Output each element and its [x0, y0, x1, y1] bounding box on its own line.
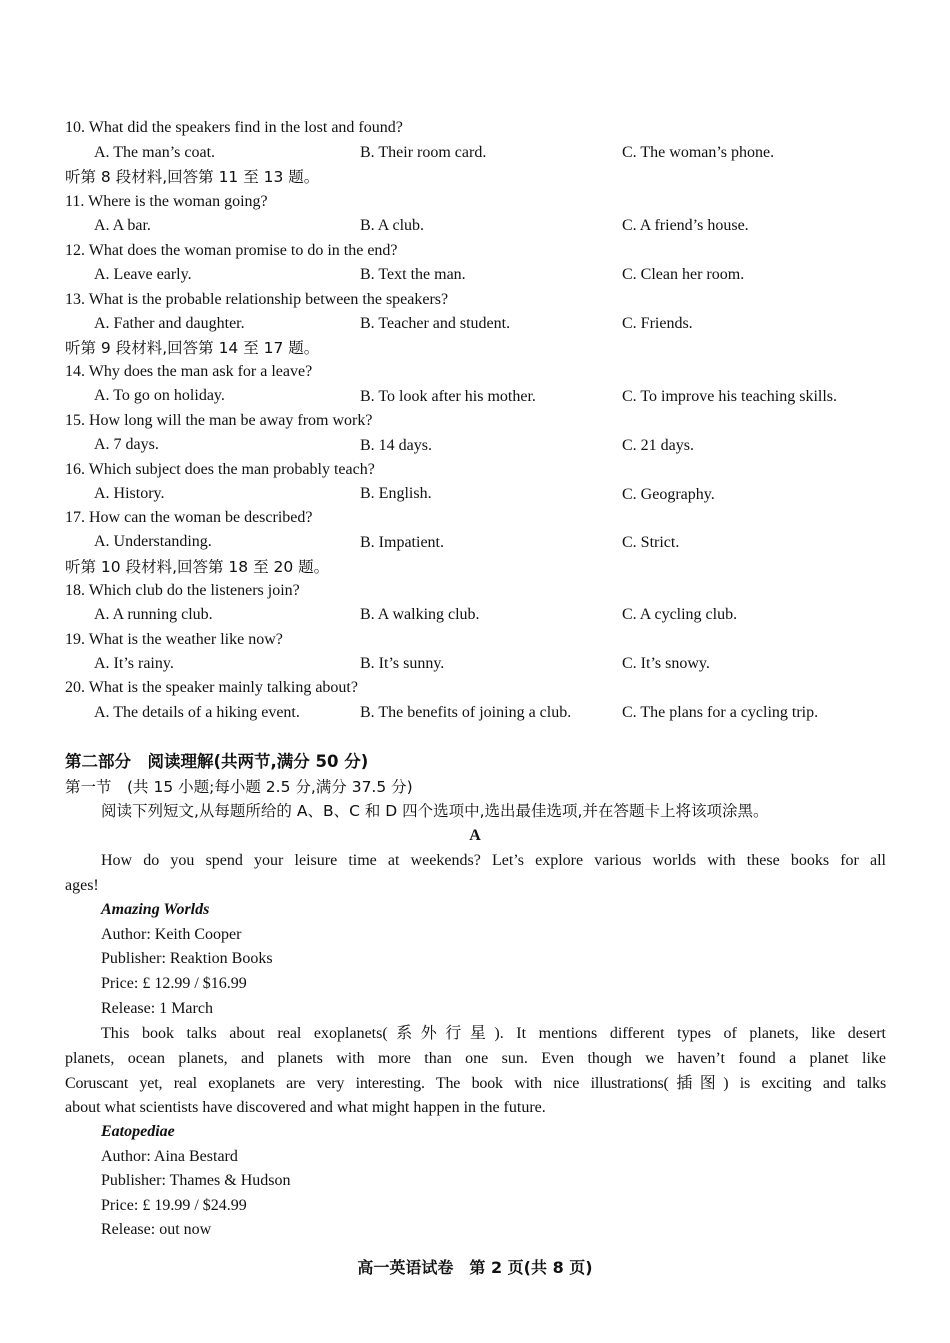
- book-1-description-line-1: This book talks about real exoplanets(系外行星). It mentions different types of planets, like desert: [101, 1025, 886, 1042]
- reading-instruction: 阅读下列短文,从每题所给的 A、B、C 和 D 四个选项中,选出最佳选项,并在答题卡上将该项涂黑。: [101, 802, 769, 820]
- question-20-option-c: C. The plans for a cycling trip.: [622, 704, 819, 721]
- question-10-stem: 10. What did the speakers find in the lost and found?: [65, 119, 403, 136]
- material-8-instruction: 听第 8 段材料,回答第 11 至 13 题。: [65, 168, 320, 186]
- question-16-option-a: A. History.: [94, 485, 165, 502]
- book-1-description-line-3: Coruscant yet, real exoplanets are very interesting. The book with nice illustrations(插图) is exciting and talks: [65, 1075, 886, 1092]
- book-2-author: Author: Aina Bestard: [101, 1148, 238, 1165]
- book-2-title: Eatopediae: [101, 1123, 175, 1140]
- question-12-stem: 12. What does the woman promise to do in the end?: [65, 242, 398, 259]
- question-20-stem: 20. What is the speaker mainly talking about?: [65, 679, 358, 696]
- question-11-option-a: A. A bar.: [94, 217, 151, 234]
- question-19-option-b: B. It’s sunny.: [360, 655, 445, 672]
- book-1-publisher: Publisher: Reaktion Books: [101, 950, 273, 967]
- question-15-option-c: C. 21 days.: [622, 437, 694, 454]
- question-13-option-b: B. Teacher and student.: [360, 315, 511, 332]
- question-17-option-a: A. Understanding.: [94, 533, 212, 550]
- question-18-option-c: C. A cycling club.: [622, 606, 738, 623]
- book-1-release: Release: 1 March: [101, 1000, 213, 1017]
- passage-label: A: [469, 827, 481, 844]
- question-18-stem: 18. Which club do the listeners join?: [65, 582, 300, 599]
- question-19-option-a: A. It’s rainy.: [94, 655, 174, 672]
- book-2-price: Price: £ 19.99 / $24.99: [101, 1197, 247, 1214]
- question-12-option-b: B. Text the man.: [360, 266, 466, 283]
- question-15-option-a: A. 7 days.: [94, 436, 159, 453]
- book-1-description-line-2: planets, ocean planets, and planets with more than one sun. Even though we haven’t found a planet like: [65, 1050, 886, 1067]
- question-12-option-a: A. Leave early.: [94, 266, 192, 283]
- material-9-instruction: 听第 9 段材料,回答第 14 至 17 题。: [65, 339, 320, 357]
- book-2-release: Release: out now: [101, 1221, 212, 1238]
- question-11-option-c: C. A friend’s house.: [622, 217, 749, 234]
- question-10-option-c: C. The woman’s phone.: [622, 144, 775, 161]
- question-14-option-b: B. To look after his mother.: [360, 388, 536, 405]
- question-18-option-b: B. A walking club.: [360, 606, 480, 623]
- question-20-option-b: B. The benefits of joining a club.: [360, 704, 572, 721]
- question-20-option-a: A. The details of a hiking event.: [94, 704, 300, 721]
- question-17-stem: 17. How can the woman be described?: [65, 509, 313, 526]
- material-10-instruction: 听第 10 段材料,回答第 18 至 20 题。: [65, 558, 330, 576]
- question-16-option-c: C. Geography.: [622, 486, 715, 503]
- question-13-stem: 13. What is the probable relationship between the speakers?: [65, 291, 449, 308]
- book-1-title: Amazing Worlds: [101, 901, 210, 918]
- question-16-option-b: B. English.: [360, 485, 432, 502]
- question-15-stem: 15. How long will the man be away from work?: [65, 412, 373, 429]
- part-two-title: 第二部分 阅读理解(共两节,满分 50 分): [65, 752, 369, 771]
- question-13-option-c: C. Friends.: [622, 315, 693, 332]
- question-13-option-a: A. Father and daughter.: [94, 315, 245, 332]
- question-18-option-a: A. A running club.: [94, 606, 213, 623]
- passage-intro-line-1: How do you spend your leisure time at weekends? Let’s explore various worlds with these books for all: [101, 852, 886, 869]
- book-1-author: Author: Keith Cooper: [101, 926, 242, 943]
- section-one-title: 第一节 (共 15 小题;每小题 2.5 分,满分 37.5 分): [65, 778, 413, 796]
- question-16-stem: 16. Which subject does the man probably teach?: [65, 461, 375, 478]
- question-11-stem: 11. Where is the woman going?: [65, 193, 268, 210]
- question-10-option-a: A. The man’s coat.: [94, 144, 216, 161]
- question-14-option-a: A. To go on holiday.: [94, 387, 225, 404]
- passage-intro-line-2: ages!: [65, 877, 99, 894]
- question-17-option-c: C. Strict.: [622, 534, 680, 551]
- question-19-stem: 19. What is the weather like now?: [65, 631, 283, 648]
- question-14-stem: 14. Why does the man ask for a leave?: [65, 363, 313, 380]
- book-1-description-line-4: about what scientists have discovered and what might happen in the future.: [65, 1099, 546, 1116]
- page-footer: 高一英语试卷 第 2 页(共 8 页): [357, 1258, 593, 1277]
- question-17-option-b: B. Impatient.: [360, 534, 444, 551]
- question-11-option-b: B. A club.: [360, 217, 425, 234]
- question-10-option-b: B. Their room card.: [360, 144, 487, 161]
- question-19-option-c: C. It’s snowy.: [622, 655, 710, 672]
- question-14-option-c: C. To improve his teaching skills.: [622, 388, 838, 405]
- question-12-option-c: C. Clean her room.: [622, 266, 745, 283]
- book-1-price: Price: £ 12.99 / $16.99: [101, 975, 247, 992]
- book-2-publisher: Publisher: Thames & Hudson: [101, 1172, 291, 1189]
- question-15-option-b: B. 14 days.: [360, 437, 432, 454]
